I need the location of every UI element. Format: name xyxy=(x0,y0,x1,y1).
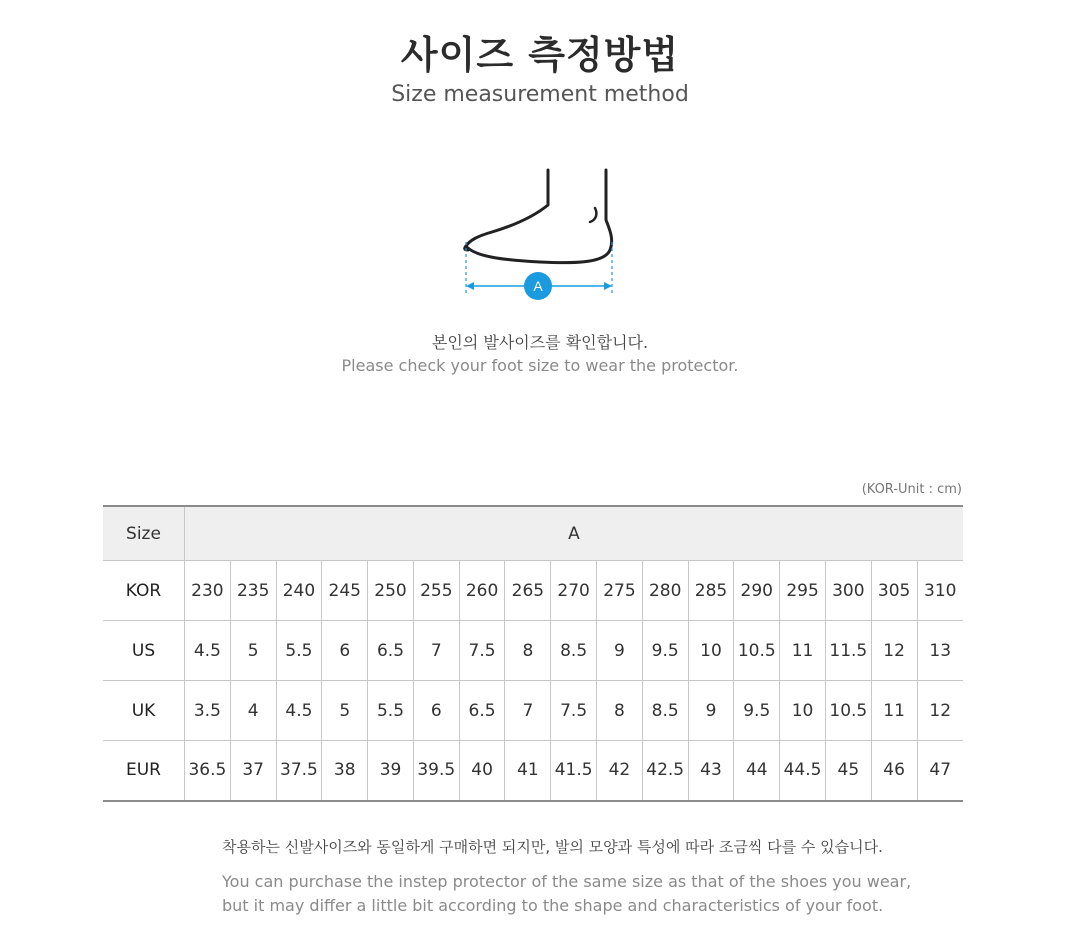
table-cell: 300 xyxy=(825,561,871,621)
table-cell: 290 xyxy=(734,561,780,621)
table-cell: 10 xyxy=(688,621,734,681)
table-cell: 46 xyxy=(871,741,917,801)
table-cell: 235 xyxy=(230,561,276,621)
row-label: US xyxy=(103,621,185,681)
table-cell: 44.5 xyxy=(780,741,826,801)
table-cell: 250 xyxy=(368,561,414,621)
table-cell: 280 xyxy=(642,561,688,621)
table-cell: 11 xyxy=(780,621,826,681)
table-cell: 8.5 xyxy=(551,621,597,681)
table-cell: 8.5 xyxy=(642,681,688,741)
unit-note: (KOR-Unit : cm) xyxy=(861,482,962,497)
note-en xyxy=(222,870,922,918)
table-cell: 310 xyxy=(917,561,963,621)
table-cell: 39 xyxy=(368,741,414,801)
table-cell: 6 xyxy=(322,621,368,681)
table-cell: 45 xyxy=(825,741,871,801)
table-cell: 10.5 xyxy=(825,681,871,741)
table-cell: 305 xyxy=(871,561,917,621)
table-cell: 5 xyxy=(230,621,276,681)
row-label: KOR xyxy=(103,561,185,621)
table-cell: 285 xyxy=(688,561,734,621)
table-cell: 7.5 xyxy=(459,621,505,681)
table-cell: 5 xyxy=(322,681,368,741)
row-label: UK xyxy=(103,681,185,741)
foot-measurement-icon xyxy=(440,160,640,310)
table-cell: 5.5 xyxy=(368,681,414,741)
table-cell: 42.5 xyxy=(642,741,688,801)
table-header-row xyxy=(103,506,963,561)
table-cell: 6.5 xyxy=(459,681,505,741)
table-cell: 230 xyxy=(185,561,231,621)
table-row xyxy=(103,741,963,801)
table-cell: 37.5 xyxy=(276,741,322,801)
table-cell: 10 xyxy=(780,681,826,741)
table-cell: 5.5 xyxy=(276,621,322,681)
table-cell: 41 xyxy=(505,741,551,801)
table-cell: 43 xyxy=(688,741,734,801)
table-cell: 47 xyxy=(917,741,963,801)
table-cell: 7 xyxy=(413,621,459,681)
measurement-group-header: A xyxy=(185,506,964,561)
table-cell: 8 xyxy=(597,681,643,741)
table-cell: 8 xyxy=(505,621,551,681)
table-cell: 10.5 xyxy=(734,621,780,681)
table-cell: 38 xyxy=(322,741,368,801)
table-cell: 4 xyxy=(230,681,276,741)
table-cell: 37 xyxy=(230,741,276,801)
table-cell: 295 xyxy=(780,561,826,621)
table-cell: 9 xyxy=(688,681,734,741)
table-cell: 36.5 xyxy=(185,741,231,801)
table-cell: 11.5 xyxy=(825,621,871,681)
note-en-line-2: but it may differ a little bit according to the shape and characteristics of your foot. xyxy=(222,896,884,915)
table-cell: 13 xyxy=(917,621,963,681)
table-cell: 9.5 xyxy=(642,621,688,681)
table-cell: 7 xyxy=(505,681,551,741)
table-cell: 40 xyxy=(459,741,505,801)
table-cell: 9.5 xyxy=(734,681,780,741)
table-cell: 270 xyxy=(551,561,597,621)
table-cell: 12 xyxy=(871,621,917,681)
table-cell: 11 xyxy=(871,681,917,741)
row-label: EUR xyxy=(126,760,161,781)
table-cell: 4.5 xyxy=(276,681,322,741)
instruction-en: Please check your foot size to wear the protector. xyxy=(341,356,739,375)
measurement-marker-label: A xyxy=(533,278,543,294)
note-en-line-1: You can purchase the instep protector of the same size as that of the shoes you wear, xyxy=(222,872,912,891)
size-column-header: Size xyxy=(103,506,185,561)
page-title: 사이즈 측정방법 xyxy=(400,33,680,77)
note-ko: 착용하는 신발사이즈와 동일하게 구매하면 되지만, 발의 모양과 특성에 따라 조금씩 다를 수 있습니다. xyxy=(222,838,883,856)
table-cell: 41.5 xyxy=(551,741,597,801)
page-subtitle: Size measurement method xyxy=(391,82,689,107)
table-cell: 9 xyxy=(597,621,643,681)
table-cell: 275 xyxy=(597,561,643,621)
table-cell: 44 xyxy=(734,741,780,801)
table-cell: 260 xyxy=(459,561,505,621)
table-cell: 245 xyxy=(322,561,368,621)
table-row xyxy=(103,681,963,741)
size-chart-table xyxy=(103,505,963,802)
table-cell: 7.5 xyxy=(551,681,597,741)
table-row xyxy=(103,561,963,621)
table-cell: 6 xyxy=(413,681,459,741)
table-cell: 3.5 xyxy=(185,681,231,741)
table-cell: 255 xyxy=(413,561,459,621)
table-row xyxy=(103,621,963,681)
foot-diagram xyxy=(440,160,640,310)
table-cell: 6.5 xyxy=(368,621,414,681)
table-cell: 265 xyxy=(505,561,551,621)
table-cell: 240 xyxy=(276,561,322,621)
instruction-ko: 본인의 발사이즈를 확인합니다. xyxy=(431,333,649,352)
table-cell: 42 xyxy=(597,741,643,801)
table-cell: 4.5 xyxy=(185,621,231,681)
table-cell: 39.5 xyxy=(413,741,459,801)
table-cell: 12 xyxy=(917,681,963,741)
